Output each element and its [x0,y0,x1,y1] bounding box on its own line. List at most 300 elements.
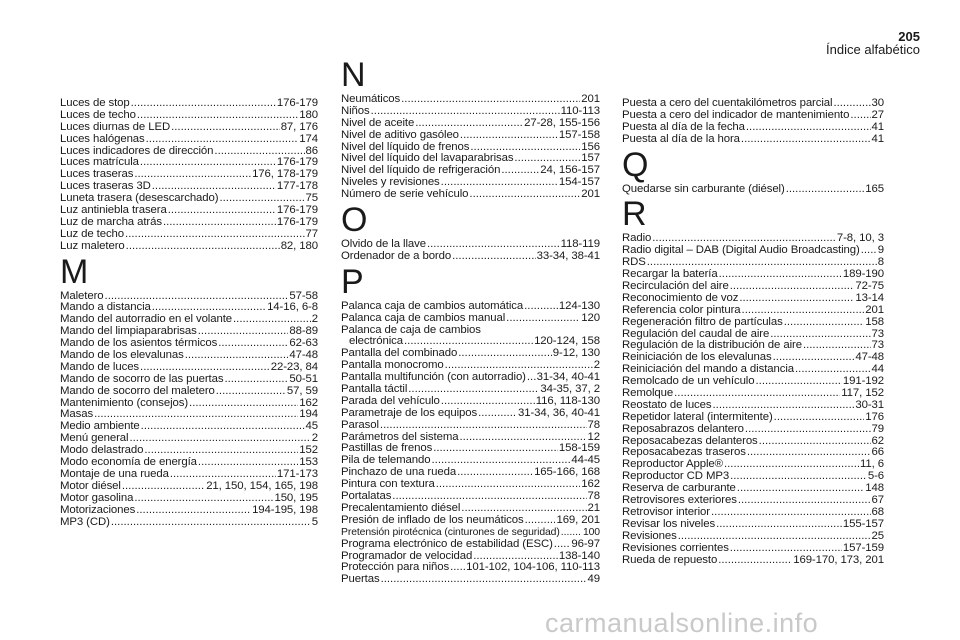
dot-leader [458,348,552,360]
index-pages: 180 [299,108,318,121]
index-pages: 9-12, 130 [552,347,600,360]
dot-leader [401,94,580,106]
index-pages: 194 [299,408,318,421]
index-pages: 87, 176 [280,120,318,133]
index-term: Remolque [622,387,674,400]
index-pages: 57, 59 [286,384,318,397]
dot-leader [141,421,305,433]
index-term: Pretensión pirotécnica (cinturones de seguridad) [341,526,560,538]
index-term: Nivel del líquido del lavaparabrisas [341,152,514,165]
index-term: Luces halógenas [60,132,145,145]
index-pages: 12 [587,430,600,443]
index-pages: 176 [865,410,884,423]
index-term: Motorizaciones [60,503,136,516]
index-pages: 150, 195 [274,491,318,504]
dot-leader [730,471,867,483]
index-term: Motor diésel [60,479,121,492]
index-term: Programa electrónico de estabilidad (ESC) [341,537,553,550]
dot-leader [501,165,539,177]
index-pages: 31-34, 36, 40-41 [518,406,600,419]
index-pages: 66 [871,446,884,459]
index-term: Reiniciación del mando a distancia [622,363,794,376]
index-term: Revisar los niveles [622,517,716,530]
index-pages: 165 [865,182,884,195]
dot-leader [146,134,299,146]
index-entry [60,386,318,398]
watermark: carmanualsonline.info [545,608,819,638]
index-pages: 41 [871,120,884,133]
page-header [826,30,920,56]
index-pages: 138-140 [558,549,600,562]
index-term: Puesta a cero del indicador de mantenimiento [622,108,850,121]
dot-leader [678,531,871,543]
index-pages: 158 [865,315,884,328]
index-term: Mando de luces [60,360,140,373]
index-letter-heading: Q [622,145,649,184]
index-term: Mando de socorro de las puertas [60,372,224,385]
index-pages: 88-89 [289,325,318,338]
index-term: Motor gasolina [60,491,134,504]
index-entry [622,110,884,122]
index-entry [60,229,318,241]
index-pages: 2 [311,313,318,326]
index-pages: 174 [299,132,318,145]
dot-leader [216,386,286,398]
index-letter-heading: R [622,195,647,234]
dot-leader [719,269,842,281]
index-pages: 79 [871,422,884,435]
index-entry [622,412,884,424]
index-pages: 77 [305,227,318,240]
dot-leader [380,420,587,432]
index-pages: 22-23, 84 [270,360,318,373]
index-term: Montaje de una rueda [60,467,169,480]
index-pages: 27-28, 155-156 [524,116,600,129]
index-pages: 176-179 [276,204,318,217]
dot-leader [738,495,871,507]
index-term: Parasol [341,418,379,431]
index-term: Pastillas de frenos [341,442,433,455]
dot-leader [730,543,842,555]
index-term: Neumáticos [341,93,401,105]
dot-leader [163,217,276,229]
index-pages: 86 [305,144,318,157]
index-pages: 118-119 [560,238,600,251]
index-pages: 152 [299,444,318,457]
index-pages: 189-190 [842,268,884,281]
index-pages: 169, 201 [556,513,600,526]
index-entry [60,493,318,505]
index-term: Luces traseras 3D [60,180,151,193]
index-term: Radio [622,232,652,245]
index-pages: 73 [871,327,884,340]
index-term: Palanca de caja de cambios [341,323,481,336]
section-title: Índice alfabético [826,42,920,57]
index-entry [341,408,600,420]
index-pages: 47-48 [855,351,884,364]
index-entry [622,293,884,305]
index-term: Pantalla multifunción (con autorradio) [341,371,526,384]
dot-leader [759,436,871,448]
index-pages: 30 [871,97,884,109]
index-pages: 21 [587,501,600,514]
index-pages: 154-157 [558,176,600,189]
index-pages: 120 [581,311,600,324]
index-term: Retrovisor interior [622,505,710,518]
dot-leader [171,122,280,134]
index-term: Luz de techo [60,227,125,240]
dot-leader [786,184,865,196]
index-term: Rueda de repuesto [622,553,718,566]
dot-leader [724,459,859,471]
index-pages: 157-158 [558,128,600,141]
index-pages: 2 [593,359,600,372]
dot-leader [134,493,273,505]
dot-leader [129,433,310,445]
index-term: Masas [60,408,94,421]
index-pages: 191-192 [842,375,884,388]
index-pages: 68 [871,505,884,518]
index-term: Nivel de aditivo gasóleo [341,128,459,141]
index-term: Precalentamiento diésel [341,501,461,514]
dot-leader [224,374,288,386]
index-entry [622,122,884,134]
index-term: Reposabrazos delantero [622,422,744,435]
index-pages: 57-58 [289,289,318,302]
index-term: Presión de inflado de los neumáticos [341,513,524,526]
index-pages: 30-31 [855,398,884,411]
index-pages: 158-159 [558,442,600,455]
dot-leader [850,110,870,122]
index-term: Parametraje de los equipos [341,406,478,419]
index-term: Olvido de la llave [341,238,426,251]
index-pages: 8 [877,256,884,269]
dot-leader [506,313,580,325]
index-term: Referencia color pintura [622,303,741,316]
index-entry [622,184,884,196]
index-pages: 176-179 [276,215,318,228]
dot-leader [784,317,865,329]
index-term: Pantalla monocromo [341,359,444,372]
index-term: Mando a distancia [60,301,151,314]
index-term: Quedarse sin carburante (diésel) [622,182,785,195]
index-pages: 162 [581,478,600,491]
dot-leader [436,479,581,491]
index-entry [341,574,600,586]
dot-leader [716,519,842,531]
index-pages: 2 [311,432,318,445]
index-pages: 24, 156-157 [540,164,600,177]
index-term: electrónica [349,335,403,348]
index-term: Puesta a cero del cuentakilómetros parcial [622,97,833,109]
index-term: Luces traseras [60,168,134,181]
dot-leader [730,281,855,293]
index-pages: 82, 180 [280,239,318,252]
index-term: Pinchazo de una rueda [341,466,457,479]
index-term: Puertas [341,573,380,586]
index-term: Revisiones corrientes [622,541,729,554]
dot-leader [745,424,871,436]
index-entry [622,543,884,555]
index-term: Luces diurnas de LED [60,120,171,133]
index-term: Regulación de la distribución de aire [622,339,802,352]
index-pages: 5 [311,515,318,528]
index-term: Parada del vehículo [341,394,440,407]
dot-leader [554,539,571,551]
index-pages: 156 [581,140,600,153]
index-pages: 44-45 [571,454,600,467]
index-term: Reserva de carburante [622,482,736,495]
index-pages: 194-195, 198 [252,503,318,516]
dot-leader [131,98,276,110]
index-pages: 165-166, 168 [534,466,600,479]
index-entry [341,106,600,118]
dot-leader [137,110,298,122]
index-pages: 78 [587,418,600,431]
index-entry [60,110,318,122]
index-letter-heading: N [341,56,366,94]
index-pages: 13-14 [855,291,884,304]
index-pages: 9 [877,244,884,257]
dot-leader [746,122,871,134]
index-term: Revisiones [622,529,677,542]
index-pages: 67 [871,494,884,507]
index-pages: 117, 152 [841,387,884,400]
index-pages: 201 [581,188,600,201]
index-entry [341,130,600,142]
index-term: Reconocimiento de voz [622,291,739,304]
index-term: Número de serie vehículo [341,188,469,201]
index-pages: 116, 118-130 [535,394,600,407]
index-term: Reposacabezas traseros [622,446,746,459]
index-term: Reproductor Apple® [622,458,723,471]
index-pages: 153 [299,456,318,469]
index-entry [341,527,600,539]
index-pages: 11, 6 [860,458,884,471]
dot-leader [460,130,558,142]
dot-leader [739,293,854,305]
index-term: Luces indicadores de dirección [60,144,214,157]
index-term: Retrovisores exteriores [622,494,737,507]
index-pages: 157 [581,152,600,165]
index-pages: 110-113 [560,104,600,117]
dot-leader [433,443,558,455]
index-pages: 157-159 [842,541,884,554]
dot-leader [861,245,877,257]
index-entry [622,531,884,543]
index-term: Palanca caja de cambios manual [341,311,506,324]
index-entry [60,134,318,146]
index-term: Parámetros del sistema [341,430,459,443]
index-pages: 155-157 [842,517,884,530]
dot-leader [469,189,580,201]
dot-leader [381,574,587,586]
index-term: Luneta trasera (desescarchado) [60,192,219,205]
index-term: Mando del autorradio en el volante [60,313,233,326]
index-term: Luces de stop [60,97,130,109]
index-term: Remolcado de un vehículo [622,375,755,388]
index-term: Reproductor CD MP3 [622,470,730,483]
index-pages: 45 [305,420,318,433]
index-entry [60,517,318,529]
index-term: Programador de velocidad [341,549,473,562]
index-term: Luz antiniebla trasera [60,204,167,217]
index-pages: 201 [865,303,884,316]
index-pages: 33-34, 38-41 [536,249,600,262]
dot-leader [524,301,558,313]
index-entry [622,555,884,567]
index-entry [341,539,600,551]
index-pages: 75 [305,192,318,205]
dot-leader [737,483,865,495]
index-pages: 44 [871,363,884,376]
index-pages: 25 [871,529,884,542]
index-pages: 162 [299,396,318,409]
index-entry [60,481,318,493]
index-term: MP3 (CD) [60,515,110,528]
index-letter-heading: M [60,252,89,291]
index-term: Nivel de aceite [341,116,415,129]
index-entry [60,217,318,229]
index-entry [60,505,318,517]
index-term: Palanca caja de cambios automática [341,299,524,312]
index-pages: 78 [587,490,600,503]
index-pages: 21, 150, 154, 165, 198 [206,479,318,492]
index-column-3 [622,98,884,566]
index-pages: 31-34, 40-41 [536,371,600,384]
dot-leader [718,555,792,567]
index-term: Reposacabezas delanteros [622,434,758,447]
dot-leader [742,305,865,317]
index-term: Mantenimiento (consejos) [60,396,189,409]
index-pages: 50-51 [289,372,318,385]
index-pages: 201 [581,93,600,105]
index-entry [622,317,884,329]
index-term: Niveles y revisiones [341,176,440,189]
index-term: Luces matrícula [60,156,139,169]
index-pages: 148 [865,482,884,495]
index-term: Menú general [60,432,129,445]
index-term: Regulación del caudal de aire [622,327,770,340]
index-entry [341,189,600,201]
dot-leader [450,562,465,574]
index-pages: 47-48 [289,349,318,362]
index-term: Portalatas [341,490,392,503]
index-pages: 169-170, 173, 201 [793,553,884,566]
dot-leader [189,398,298,410]
index-entry [341,313,600,325]
index-term: Mando de socorro del maletero [60,384,215,397]
dot-leader [122,481,205,493]
index-term: Puesta al día de la fecha [622,120,745,133]
index-term: Niños [341,104,370,117]
index-term: Protección para niños [341,561,450,574]
dot-leader [371,106,560,118]
index-entry [622,305,884,317]
index-term: Pintura con textura [341,478,435,491]
index-term: Repetidor lateral (intermitente) [622,410,773,423]
index-entry [60,122,318,134]
dot-leader [125,229,304,241]
index-term: Reiniciación de los elevalunas [622,351,772,364]
index-term: Reostato de luces [622,398,712,411]
index-term: Luz de marcha atrás [60,215,162,228]
dot-leader [111,517,311,529]
index-pages: 27 [871,108,884,121]
dot-leader [457,467,533,479]
index-pages: 49 [587,573,600,586]
dot-leader [126,241,280,253]
index-entry [60,241,318,253]
index-term: Mando del limpiaparabrisas [60,325,197,338]
index-term: Modo delastrado [60,444,144,457]
index-term: Luces de techo [60,108,136,121]
index-pages: 73 [871,339,884,352]
index-term: Ordenador de a bordo [341,249,452,262]
dot-leader [527,372,536,384]
dot-leader [134,169,251,181]
dot-leader [218,338,288,350]
page-number: 205 [898,29,920,44]
index-pages: 120-124, 158 [534,335,600,348]
index-term: Pantalla táctil [341,383,408,396]
index-entry [60,374,318,386]
index-term: Pantalla del combinado [341,347,458,360]
index-term: Pila de telemando [341,454,431,467]
index-letter-heading: P [341,262,364,301]
index-term: Maletero [60,289,104,302]
index-pages: 100 [582,526,600,538]
dot-leader [741,134,871,146]
index-entry [622,245,884,257]
index-term: RDS [622,256,646,269]
index-entry [622,424,884,436]
index-term: Modo economía de energía [60,456,197,469]
dot-leader [136,505,251,517]
dot-leader [755,376,841,388]
dot-leader [478,408,517,420]
index-pages: 72-75 [855,280,884,293]
index-pages: 5-6 [867,470,884,483]
index-term: Puesta al día de la hora [622,132,740,145]
dot-leader [452,251,536,263]
index-pages: 176, 178-179 [252,168,318,181]
index-pages: 101-102, 104-106, 110-113 [466,561,600,574]
index-term: Mando de los asientos térmicos [60,337,218,350]
index-pages: 14-16, 6-8 [267,301,318,314]
index-term: Recirculación del aire [622,280,729,293]
index-term: Luz maletero [60,239,125,252]
index-entry [60,398,318,410]
dot-leader [747,447,871,459]
index-pages: 7-8, 10, 3 [836,232,884,245]
dot-leader [415,118,523,130]
dot-leader [168,205,276,217]
index-pages: 96-97 [571,537,600,550]
dot-leader [561,527,582,539]
index-entry [341,301,600,313]
index-pages: 62 [871,434,884,447]
index-term: Mando de los elevalunas [60,349,184,362]
index-pages: 41 [871,132,884,145]
index-pages: 171-173 [276,467,318,480]
index-letter-heading: O [341,201,368,240]
index-pages: 176-179 [276,156,318,169]
index-pages: 62-63 [289,337,318,350]
index-term: Nivel del líquido de refrigeración [341,164,501,177]
index-entry [622,134,884,146]
index-entry [341,515,600,527]
